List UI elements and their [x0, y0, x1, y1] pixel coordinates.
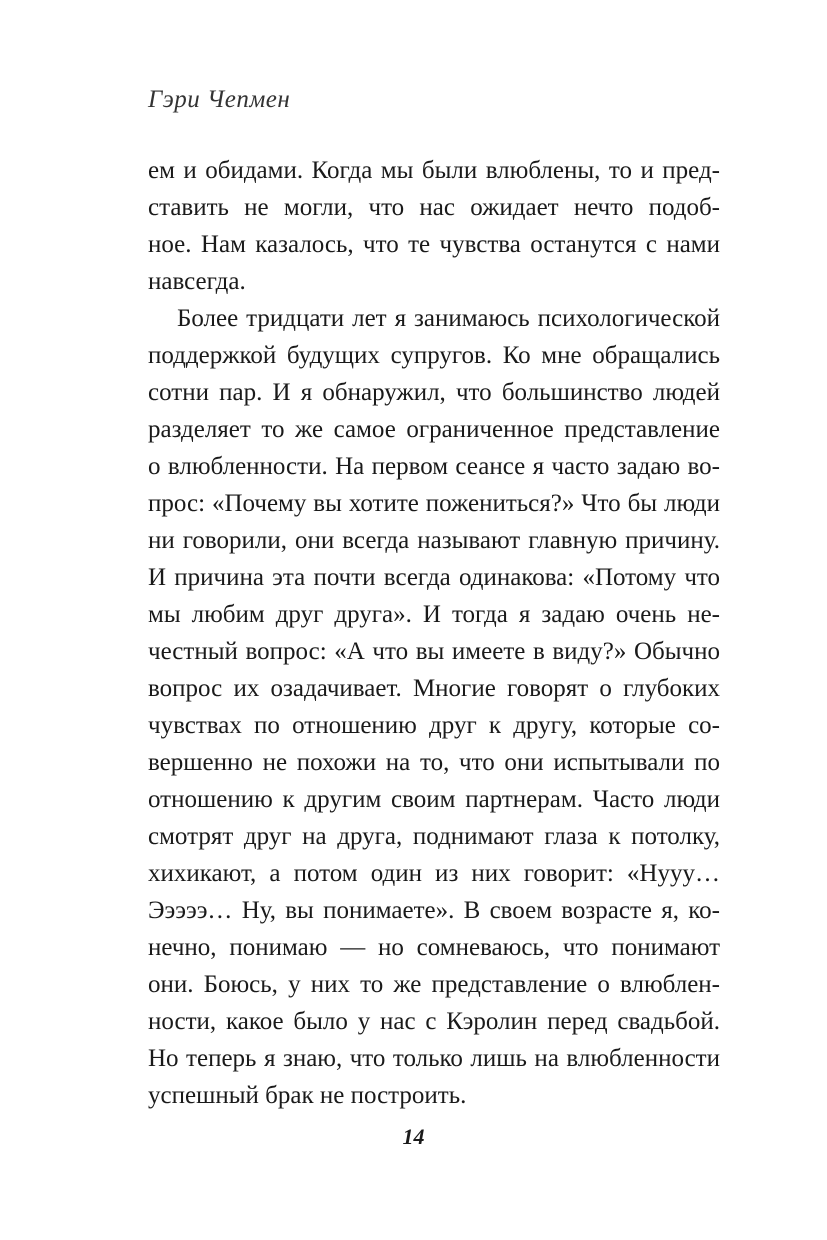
text-line: о влюбленности. На первом сеансе я часто задаю во-	[148, 453, 720, 480]
paragraph-2	[148, 300, 720, 1114]
text-line: навсегда.	[148, 268, 246, 295]
text-line: ни говорили, они всегда называют главную причину.	[148, 527, 720, 554]
text-line: вопрос их озадачивает. Многие говорят о глубоких	[148, 675, 720, 702]
text-line: Более тридцати лет я занимаюсь психологической	[177, 305, 720, 332]
body-text	[148, 152, 720, 1114]
text-line: ное. Нам казалось, что те чувства останутся с нами	[148, 231, 720, 258]
text-line: ем и обидами. Когда мы были влюблены, то и пред-	[148, 157, 720, 184]
text-line: Эээээ… Ну, вы понимаете». В своем возрасте я, ко-	[148, 897, 720, 924]
text-line: ности, какое было у нас с Кэролин перед свадьбой.	[148, 1008, 720, 1035]
text-line: честный вопрос: «А что вы имеете в виду?» Обычно	[148, 638, 720, 665]
text-line: ставить не могли, что нас ожидает нечто подоб-	[148, 194, 720, 221]
text-line: поддержкой будущих супругов. Ко мне обращались	[148, 342, 720, 369]
page-number: 14	[402, 1124, 425, 1149]
text-line: отношению к другим своим партнерам. Часто люди	[148, 786, 720, 813]
text-line: И причина эта почти всегда одинакова: «Потому что	[148, 564, 720, 591]
text-line: Но теперь я знаю, что только лишь на влюбленности	[148, 1045, 720, 1072]
running-head-author: Гэри Чепмен	[148, 86, 291, 113]
text-line: хихикают, а потом один из них говорит: «Нууу…	[148, 860, 720, 887]
text-line: чувствах по отношению друг к другу, которые со-	[148, 712, 720, 739]
text-line: разделяет то же самое ограниченное представление	[148, 416, 720, 443]
text-line: вершенно не похожи на то, что они испытывали по	[148, 749, 720, 776]
text-line: смотрят друг на друга, поднимают глаза к потолку,	[148, 823, 720, 850]
text-line: они. Боюсь, у них то же представление о влюблен-	[148, 971, 720, 998]
paragraph-1	[148, 152, 720, 300]
text-line: успешный брак не построить.	[148, 1082, 467, 1109]
text-line: нечно, понимаю — но сомневаюсь, что понимают	[148, 934, 720, 961]
text-line: мы любим друг друга». И тогда я задаю очень не-	[148, 601, 720, 628]
text-line: сотни пар. И я обнаружил, что большинство людей	[148, 379, 720, 406]
text-line: прос: «Почему вы хотите пожениться?» Что бы люди	[148, 490, 720, 517]
